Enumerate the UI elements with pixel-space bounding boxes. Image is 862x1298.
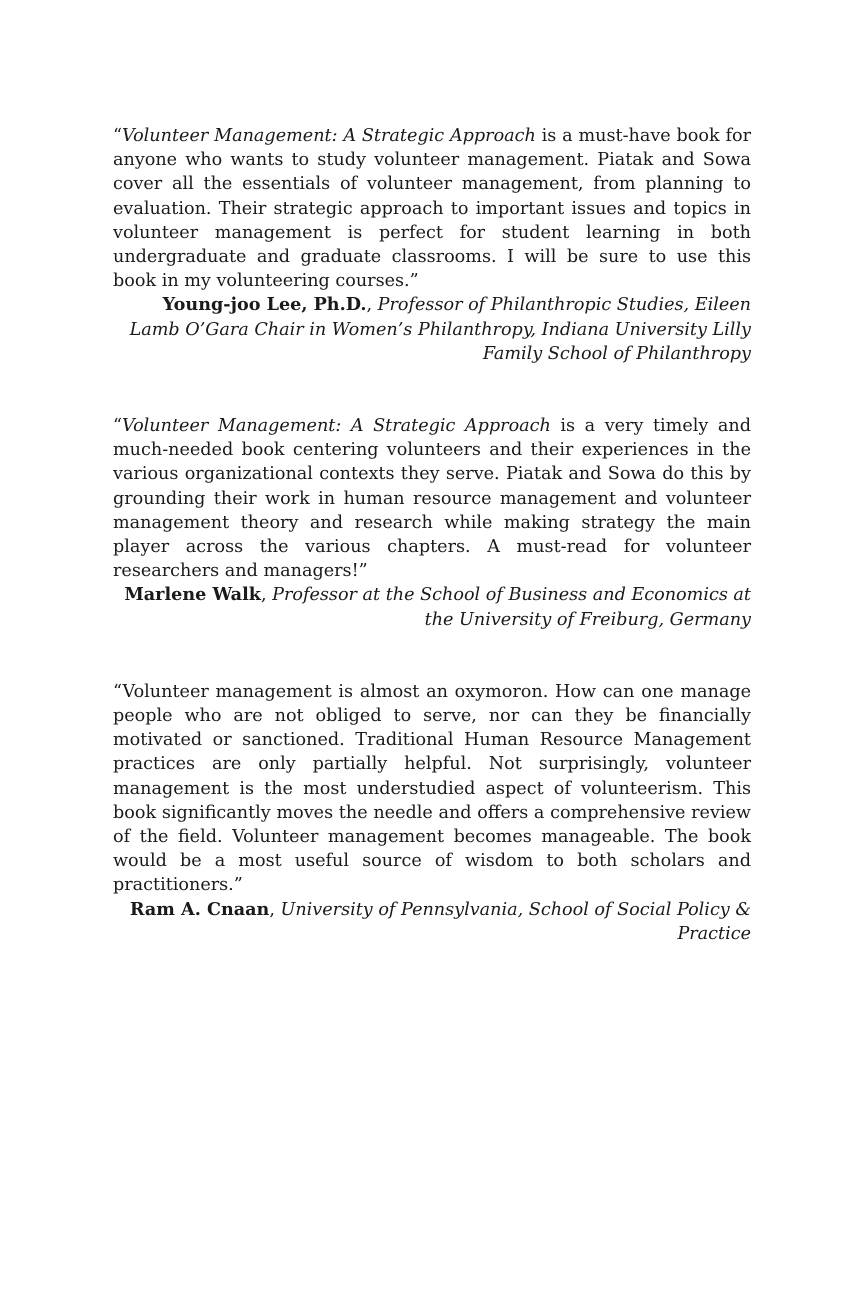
quote-open-mark: “: [113, 416, 122, 437]
endorsement-quote: [113, 680, 751, 898]
endorsement-attribution: [113, 898, 751, 946]
endorser-name: Young-joo Lee, Ph.D.: [162, 294, 367, 316]
book-title: Volunteer Management: A Strategic Approach: [122, 416, 551, 437]
endorser-name: Marlene Walk: [124, 584, 261, 606]
endorsement-1: [113, 124, 751, 366]
endorser-role: Professor of Philanthropic Studies, Eileen Lamb O’Gara Chair in Women’s Philanthropy, Indiana University Lilly Family School of Philanthropy: [129, 295, 751, 364]
endorsement-attribution: [113, 583, 751, 631]
endorsement-quote: [113, 414, 751, 583]
attribution-separator: ,: [260, 585, 273, 606]
quote-open-mark: “: [113, 126, 122, 146]
endorsement-quote: [113, 124, 751, 293]
quote-body: is a must-have book for anyone who wants to study volunteer management. Piatak and Sowa cover all the essentials of volunteer management, from planning to evaluation. Their strategic approach to important issues and topics in volunteer management is perfect for student learning in both undergraduate and graduate classrooms. I will be sure to use this book in my volunteering courses.”: [113, 126, 751, 292]
quote-body: “Volunteer management is almost an oxymoron. How can one manage people who are not obliged to serve, nor can they be financially motivated or sanctioned. Traditional Human Resource Management practices are only partially helpful. Not surprisingly, volunteer management is the most understudied aspect of volunteerism. This book significantly moves the needle and offers a comprehensive review of the field. Volunteer management becomes manageable. The book would be a most useful source of wisdom to both scholars and practitioners.”: [113, 681, 751, 896]
quote-body: is a very timely and much-needed book centering volunteers and their experiences in the various organizational contexts they serve. Piatak and Sowa do this by grounding their work in human resource management and volunteer management theory and research while making strategy the main player across the various chapters. A must-read for volunteer researchers and managers!”: [113, 416, 751, 582]
endorsement-3: [113, 680, 751, 946]
attribution-separator: ,: [366, 295, 378, 316]
endorsement-2: [113, 414, 751, 632]
book-title: Volunteer Management: A Strategic Approach: [122, 126, 536, 146]
endorsement-attribution: [113, 293, 751, 366]
endorser-name: Ram A. Cnaan: [129, 898, 270, 920]
endorser-role: University of Pennsylvania, School of Social Policy & Practice: [280, 899, 751, 944]
endorser-role: Professor at the School of Business and Economics at the University of Freiburg, Germany: [272, 585, 751, 630]
attribution-separator: ,: [269, 899, 281, 920]
endorsements-page: [113, 124, 751, 946]
